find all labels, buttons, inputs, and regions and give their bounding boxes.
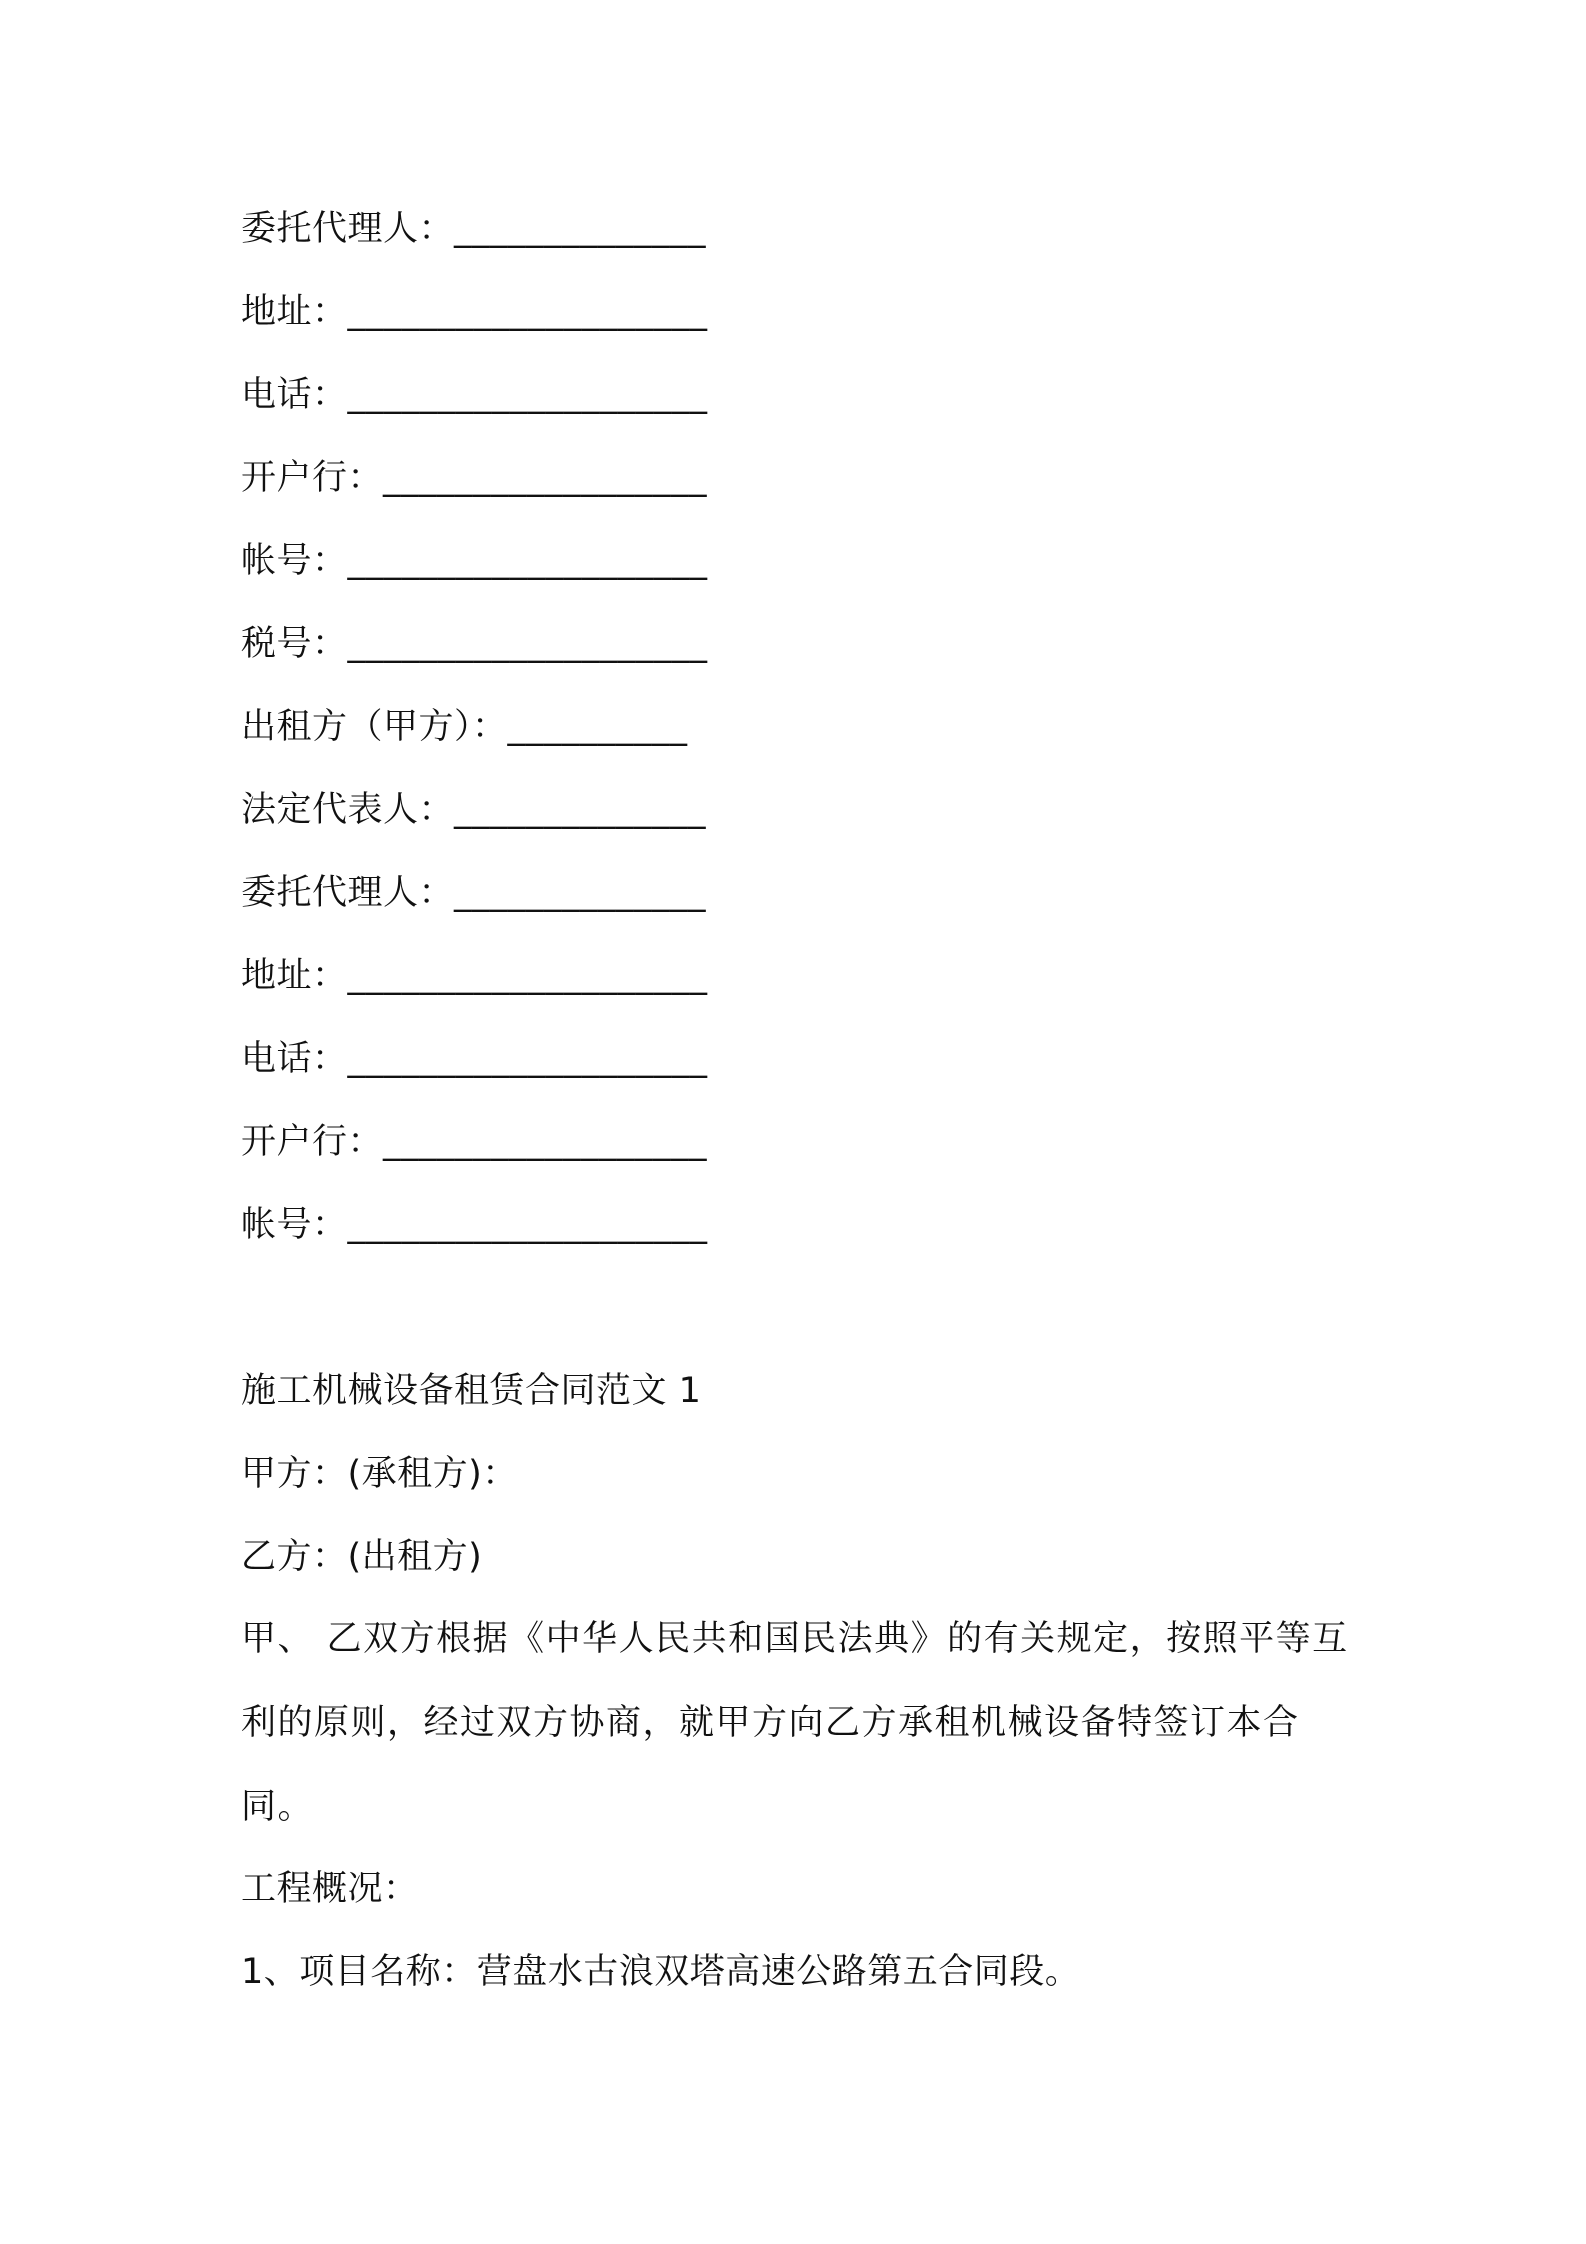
field-account: 帐号：____________________ [241, 541, 708, 581]
field-phone: 电话：____________________ [241, 1039, 708, 1079]
field-bank: 开户行：__________________ [241, 458, 708, 498]
field-phone: 电话：____________________ [241, 375, 708, 415]
field-agent: 委托代理人：______________ [241, 873, 707, 913]
project-item-1: 1、项目名称：营盘水古浪双塔高速公路第五合同段。 [241, 1952, 1081, 1992]
field-bank: 开户行：__________________ [241, 1122, 708, 1162]
field-address: 地址：____________________ [241, 956, 708, 996]
field-agent: 委托代理人：______________ [241, 209, 707, 249]
field-address: 地址：____________________ [241, 292, 708, 332]
section-heading: 工程概况： [241, 1869, 419, 1909]
field-lessor: 出租方（甲方）：__________ [241, 707, 688, 747]
contract-title: 施工机械设备租赁合同范文 1 [241, 1371, 702, 1411]
party-b-line: 乙方：(出租方) [241, 1537, 483, 1577]
field-tax-number: 税号：____________________ [241, 624, 708, 664]
field-account: 帐号：____________________ [241, 1205, 708, 1245]
party-a-line: 甲方：(承租方)： [241, 1454, 518, 1494]
contract-preamble: 甲、 乙双方根据《中华人民共和国民法典》的有关规定，按照平等互利的原则，经过双方协商，就甲方向乙方承租机械设备特签订本合同。 [241, 1619, 1349, 1827]
field-legal-representative: 法定代表人：______________ [241, 790, 707, 830]
